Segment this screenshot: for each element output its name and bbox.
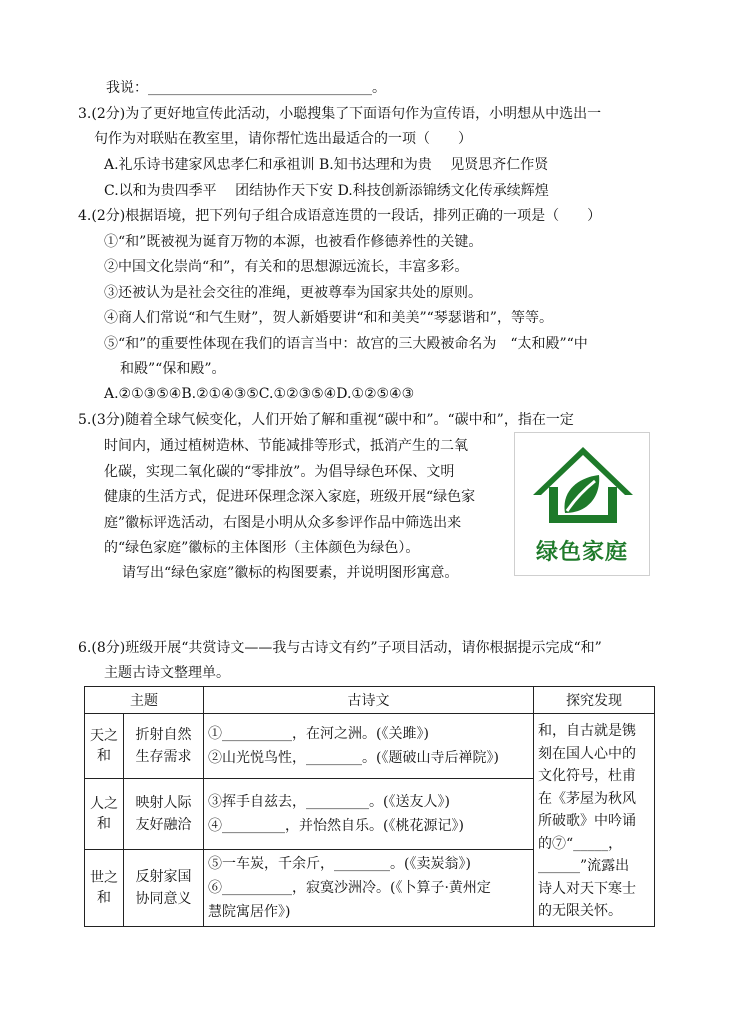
finding-line: 文化符号，杜甫 [538,768,636,784]
table-header-row [85,687,655,714]
poem-line-3: ③挥手自兹去，_________。(《送友人》) [208,794,450,810]
q5-text-line1: 5.(3分)随着全球气候变化，人们开始了解和重视“碳中和”。“碳中和”，指在一定 [78,412,574,428]
theme-sub-line2: 协同意义 [135,891,192,907]
header-poems: 古诗文 [204,687,534,714]
q4-sentence-3: ③还被认为是社会交往的准绳，更被尊奉为国家共处的原则。 [104,285,482,301]
q4-sentence-1: ①“和”既被视为诞育万物的本源，也被看作修德养性的关键。 [104,234,483,250]
q6-text-line2: 主题古诗文整理单。 [104,665,230,681]
theme-sub-line1: 折射自然 [135,727,192,743]
q3-options-cd: C.以和为贵四季平 团结协作天下安 D.科技创新添锦绣文化传承续辉煌 [104,183,549,199]
q5-text-line4: 健康的生活方式，促进环保理念深入家庭，班级开展“绿色家 [104,489,476,505]
q5-text-line6: 的“绿色家庭”徽标的主体图形（主体颜色为绿色）。 [104,540,420,556]
finding-line: 和，自古就是镌 [538,723,636,739]
poem-line-6-cont: 慧院寓居作》) [208,904,291,920]
theme-sub-line1: 反射家国 [135,869,192,885]
poem-line-5: ⑤一车炭，千余斤，________。(《卖炭翁》) [208,856,471,872]
poem-line-6: ⑥__________，寂寞沙洲冷。(《卜算子·黄州定 [208,880,491,896]
q5-text-line3: 化碳，实现二氧化碳的“零排放”。为倡导绿色环保、文明 [104,464,455,480]
finding-line: 刻在国人心中的 [538,745,636,762]
q4-sentence-5b: 和殿”“保和殿”。 [120,361,226,377]
q5-prompt: 请写出“绿色家庭”徽标的构图要素，并说明图形寓意。 [122,565,459,581]
green-family-logo [514,432,650,576]
intro-answer-line: 我说：________________________________。 [106,80,386,96]
finding-line: 诗人对天下寒士 [538,880,636,897]
q4-sentence-5a: ⑤“和”的重要性体现在我们的语言当中：故宫的三大殿被命名为 “太和殿”“中 [104,336,588,352]
theme-sub-line2: 生存需求 [135,749,192,765]
q4-stem: 4.(2分)根据语境，把下列句子组合成语意连贯的一段话，排列正确的一项是（ ） [78,208,602,224]
q4-sentence-4: ④商人们常说“和气生财”，贺人新婚要讲“和和美美”“琴瑟谐和”，等等。 [104,310,553,326]
poem-line-4: ④_________，并怡然自乐。(《桃花源记》) [208,818,464,834]
theme-sub-line2: 友好融洽 [135,817,192,833]
finding-line: 的无限关怀。 [538,903,622,919]
poem-line-1: ①__________，在河之洲。(《关雎》) [208,726,429,742]
logo-caption: 绿色家庭 [535,540,628,565]
theme-label: 人之和 [90,796,118,832]
poem-line-2: ②山光悦鸟性，________。(《题破山寺后禅院》) [208,750,499,766]
q6-text-line1: 6.(8分)班级开展“共赏诗文——我与古诗文有约”子项目活动，请你根据提示完成“和” [78,640,602,656]
finding-line: 在《茅屋为秋风 [538,790,636,807]
poetry-worksheet-table [84,686,655,927]
theme-sub-line1: 映射人际 [135,795,192,811]
q5-text-line5: 庭”徽标评选活动，右图是小明从众多参评作品中筛选出来 [104,515,462,531]
q3-stem-line2: 句作为对联贴在教室里，请你帮忙选出最适合的一项（ ） [94,131,472,147]
q3-stem-line1: 3.(2分)为了更好地宣传此活动，小聪搜集了下面语句作为宣传语，小明想从中选出一 [78,106,602,122]
q4-sentence-2: ②中国文化崇尚“和”，有关和的思想源远流长，丰富多彩。 [104,259,469,275]
finding-line: 的⑦“_____， [538,835,623,852]
house-leaf-icon [515,433,651,537]
findings-cell [534,714,655,927]
q4-options: A.②①③⑤④B.②①④③⑤C.①②③⑤④D.①②⑤④③ [104,386,415,402]
table-row [85,714,655,779]
theme-label: 天之和 [90,728,118,764]
finding-line: ______”流露出 [538,858,630,874]
q3-options-ab: A.礼乐诗书建家风忠孝仁和承祖训 B.知书达理和为贵 见贤思齐仁作贤 [104,157,549,173]
q5-text-line2: 时间内，通过植树造林、节能减排等形式，抵消产生的二氧 [104,438,468,454]
finding-line: 所破歌》中吟诵 [538,813,636,829]
header-theme: 主题 [85,687,204,714]
theme-label: 世之和 [90,870,118,906]
header-findings: 探究发现 [534,687,655,714]
